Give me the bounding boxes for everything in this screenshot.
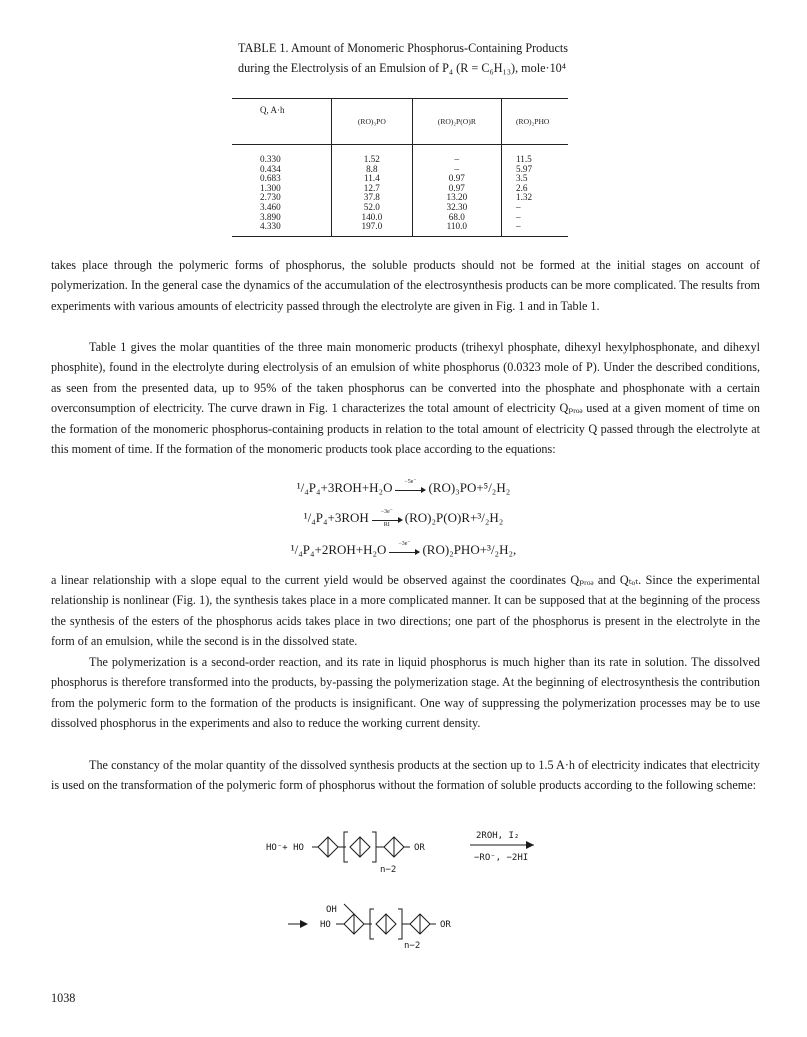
table-cell: 11.5 bbox=[515, 154, 532, 164]
scheme-reactant-left: HO⁻+ HO bbox=[266, 843, 304, 853]
table-cell: – bbox=[515, 211, 521, 222]
table-cell: 11.4 bbox=[363, 173, 380, 184]
reaction-arrow-icon: −3e⁻ bbox=[389, 550, 419, 553]
table-cell: 0.97 bbox=[448, 182, 465, 193]
table-cell: 1.300 bbox=[260, 182, 281, 193]
equation-1 bbox=[0, 480, 807, 496]
table-cell: 3.460 bbox=[260, 201, 281, 212]
table-cell: – bbox=[454, 163, 460, 174]
table-cell: 52.0 bbox=[363, 201, 380, 212]
equation-3 bbox=[0, 542, 807, 558]
page-number: 1038 bbox=[51, 991, 76, 1005]
table-cell: 3.890 bbox=[260, 211, 281, 222]
table-cell: 110.0 bbox=[446, 221, 468, 232]
table-cell: 3.5 bbox=[515, 173, 528, 184]
table-cell: 5.97 bbox=[515, 163, 533, 174]
table-cell: 0.434 bbox=[260, 163, 281, 174]
scheme-or-label: OR bbox=[440, 920, 451, 930]
scheme-n-label: n−2 bbox=[380, 865, 397, 875]
table-cell: 0.683 bbox=[260, 173, 281, 184]
paragraph-5: The constancy of the molar quantity of the dissolved synthesis products at the section up to 1.5 A·h of electricity indicates that electricity is used on the transformation of the polymeric form of phosphorus without the formation of soluble products according to the following scheme: bbox=[51, 758, 760, 793]
table-header: (RO)₂P(O)R bbox=[412, 99, 501, 145]
table-cell: 2.6 bbox=[515, 182, 528, 193]
table-cell: 37.8 bbox=[363, 192, 380, 203]
table-cell: – bbox=[515, 201, 521, 212]
table-cell: 12.7 bbox=[363, 182, 380, 193]
table-header-row bbox=[232, 99, 568, 145]
table-body-row bbox=[232, 145, 568, 237]
table-cell: 68.0 bbox=[448, 211, 465, 222]
table-cell: 140.0 bbox=[361, 211, 383, 222]
table-cell: 32.30 bbox=[446, 201, 468, 212]
scheme-reagent-top: 2ROH, I₂ bbox=[476, 831, 520, 841]
table-cell: 197.0 bbox=[361, 221, 383, 232]
table-cell: 1.52 bbox=[363, 154, 380, 164]
scheme-oh-label: OH bbox=[326, 905, 337, 915]
table-column-q bbox=[232, 145, 331, 237]
table-column-phosphonate bbox=[412, 145, 501, 237]
scheme-or-label: OR bbox=[414, 843, 425, 853]
equation-3-right: (RO)₂PHO+³/₂H₂, bbox=[422, 542, 517, 557]
paragraph-1: takes place through the polymeric forms of phosphorus, the soluble products should not be formed at the initial stages on account of polymerization. In the general case the dynamics of the accumulation of the electrosynthesis products can be more complicated. The results from experiments with various amounts of electricity passed through the electrolyte are given in Fig. 1 and in Table 1. bbox=[51, 258, 760, 313]
table-cell: – bbox=[515, 221, 521, 232]
equation-1-right: (RO)₃PO+⁵/₂H₂ bbox=[428, 480, 511, 495]
reaction-arrow-icon: −5e⁻ bbox=[395, 488, 425, 491]
table-cell: 2.730 bbox=[260, 192, 281, 203]
equation-2-left: ¹/₄P₄+3ROH bbox=[303, 510, 369, 525]
table-column-phosphite bbox=[501, 145, 568, 237]
reaction-scheme bbox=[0, 800, 807, 950]
table-header: (RO)₂PHO bbox=[501, 99, 568, 145]
scheme-reagent-bottom: −RO⁻, −2HI bbox=[474, 853, 529, 863]
paragraph-2: Table 1 gives the molar quantities of the three main monomeric products (trihexyl phosphate, dihexyl hexylphosphonate, and dihexyl phosphite), found in the electrolyte during electrolysis of an emulsion of white phosphorus (0.0323 mole of P). Under the described conditions, as seen from the presented data, up to 95% of the taken phosphorus can be converted into the phosphate and phosphonate with a certain overconsumption of electricity. The curve drawn in Fig. 1 characterizes the total amount of electricity Qₚᵣₒₔ used at a given moment of time on the formation of the monomeric phosphorus-containing products in relation to the total amount of electricity Q passed through the electrolyte at this moment of time. If the formation of the monomeric products took place according to the equations: bbox=[51, 340, 760, 457]
table-cell: 0.97 bbox=[448, 173, 465, 184]
table-column-phosphate bbox=[331, 145, 412, 237]
reaction-arrow-icon: $\frac{-3e^-}{RI}$ bbox=[372, 518, 402, 521]
equation-3-left: ¹/₄P₄+2ROH+H₂O bbox=[290, 542, 387, 557]
paragraph-4: The polymerization is a second-order reaction, and its rate in liquid phosphorus is much higher than its rate in solution. The dissolved phosphorus is therefore transformed into the products, by-passing the polymerization stage. At the beginning of electrosynthesis the contribution from the polymeric form to the formation of the products is insignificant. One way of suppressing the polymerization processes may be to use dissolved phosphorus in the experiments and also to reduce the working current density. bbox=[51, 655, 760, 731]
equation-2-right: (RO)₂P(O)R+³/₂H₂ bbox=[404, 510, 504, 525]
table-caption: TABLE 1. Amount of Monomeric Phosphorus-Containing Products during the Electrolysis of an Emulsion of P₄ (R = C₆H₁₃), mole·10⁴ bbox=[238, 41, 568, 75]
table-cell: 0.330 bbox=[260, 154, 281, 164]
table-header: Q, A·h bbox=[232, 99, 331, 145]
table-cell: 8.8 bbox=[366, 163, 378, 174]
equation-1-left: ¹/₄P₄+3ROH+H₂O bbox=[296, 480, 393, 495]
table-cell: 13.20 bbox=[446, 192, 468, 203]
equation-2 bbox=[0, 510, 807, 526]
table-cell: – bbox=[454, 154, 460, 164]
scheme-ho-label: HO bbox=[320, 920, 331, 930]
paragraph-3: a linear relationship with a slope equal to the current yield would be observed against the coordinates Qₚᵣₒₔ and Qₜₒₜ. Since the experimental relationship is nonlinear (Fig. 1), the synthesis takes place in a more complicated manner. It can be supposed that at the beginning of the process the synthesis of the esters of the phosphorus acids takes place in two directions; one part of the phosphorus is present in the electrolyte in the form of an emulsion, while the second is in the dissolved state. bbox=[51, 573, 760, 649]
table-header: (RO)₃PO bbox=[331, 99, 412, 145]
table-cell: 4.330 bbox=[260, 221, 281, 232]
scheme-n-label: n−2 bbox=[404, 941, 421, 950]
table-1 bbox=[232, 98, 568, 237]
table-cell: 1.32 bbox=[515, 192, 533, 203]
